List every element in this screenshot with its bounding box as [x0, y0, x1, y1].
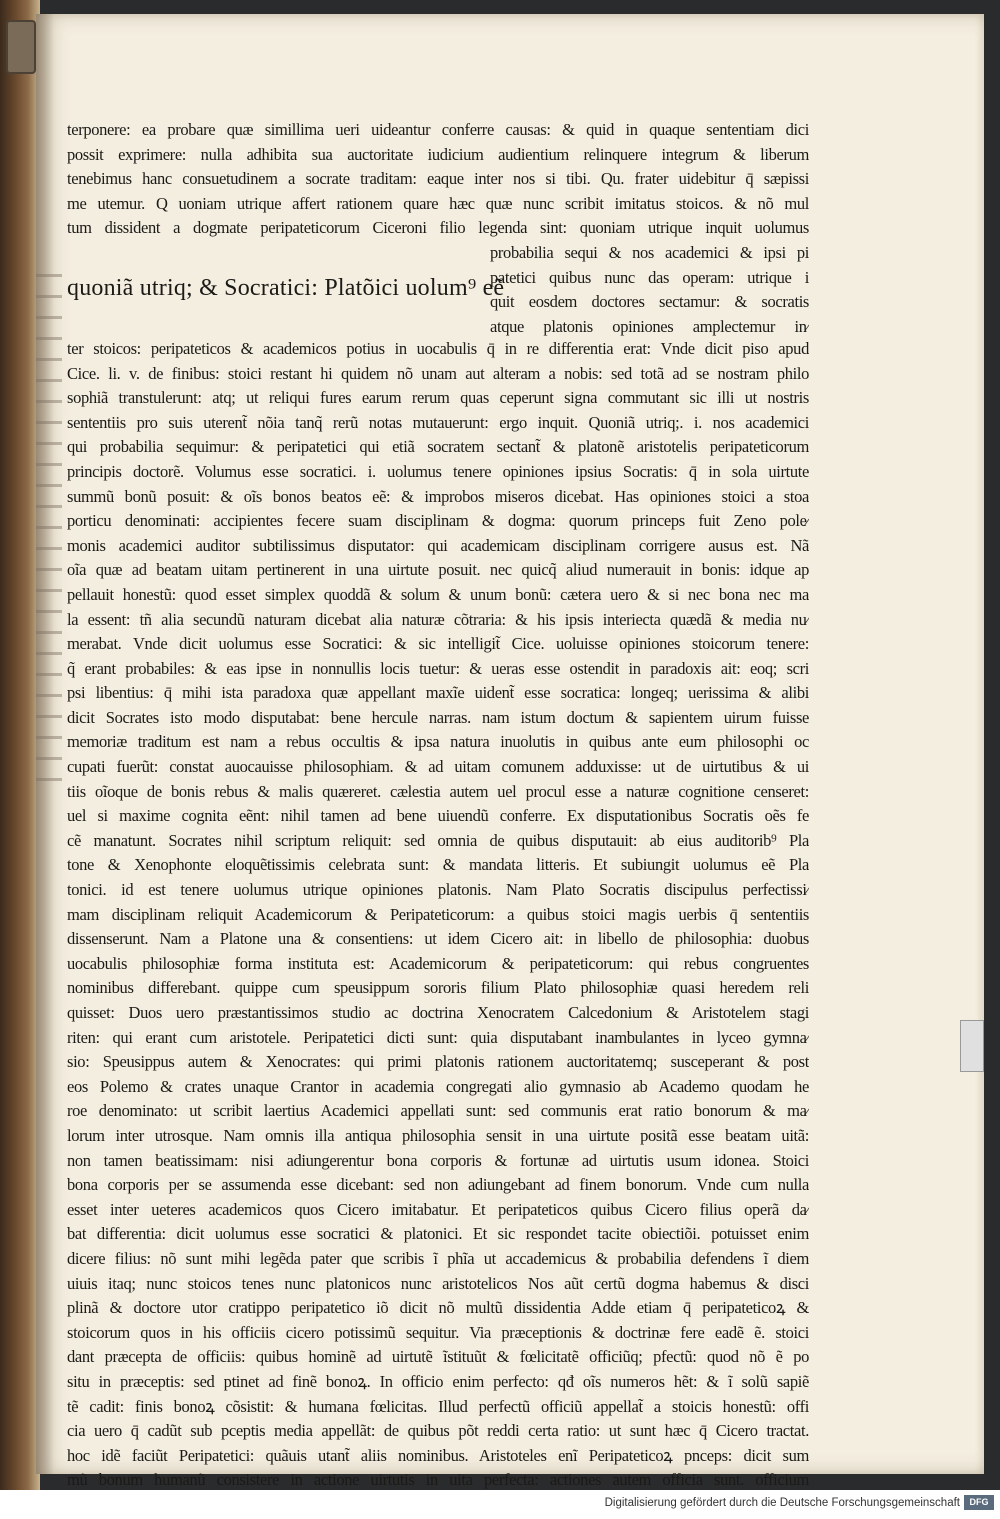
- text-line: non tamen beatissimam: nisi adiungerentur bona corporis & fortunæ ad uirtutis usum idonea. Stoici: [67, 1150, 809, 1170]
- text-line: dissenserunt. Nam a Platone una & consentiens: ut idem Cicero ait: in libello de philosophia: duobus: [67, 929, 809, 949]
- text-line: porticu denominati: accipientes fecere suam disciplinam & dogma: quorum princeps fuit Zeno pole⁄: [67, 511, 809, 531]
- text-line: dant præcepta de officiis: quibus hominẽ ad uirtutẽ ĩstituũt & fœlicitatẽ officiũq; pfectũ: quod nõ ẽ po: [67, 1347, 809, 1367]
- text-line: terponere: ea probare quæ simillima ueri uideantur conferre causas: & quid in quaque sententiam dici: [67, 120, 809, 139]
- text-line: riten: qui erant cum aristotele. Peripatetici dicti sunt: quia disputabant inambulantes in lyceo gymna⁄: [67, 1027, 809, 1047]
- text-line: la essent: tñ alia secundũ naturam dicebat alia naturæ cõtraria: & his ipsis interiecta quædã & media nu⁄: [67, 609, 809, 629]
- text-line: uel si maxime cognita eẽnt: nihil tamen ad bene uiuendũ conferre. Ex disputationibus Socratis oẽs fe: [67, 806, 809, 826]
- text-line: bona corporis per se assumenda esse dicebant: sed non adiungebant ad finem bonorum. Vnde cum nulla: [67, 1175, 809, 1195]
- text-line: situ in præceptis: sed ptinet ad finẽ bonoꝝ. In officio enim perfecto: qđ oĩs numeros hẽt: & ĩ solũ sapiẽ: [67, 1371, 809, 1391]
- book-cover-edge: [0, 0, 40, 1490]
- text-line: quit eosdem doctores sectamur: & socratis: [490, 292, 809, 312]
- text-line: nominibus differebant. quippe cum speusippum sororis filium Plato philosophiæ quasi heredem reli: [67, 978, 809, 998]
- heading-row: [67, 241, 809, 337]
- text-line: summũ bonũ posuit: & oĩs bonos beatos eẽ: & improbos miseros dicebat. Has opiniones stoici a stoa: [67, 486, 809, 506]
- text-line: monis academici auditor subtilissimus disputator: qui academicam disciplinam corrigere ausus est. Nã: [67, 535, 809, 555]
- dfg-logo: DFG: [964, 1495, 994, 1510]
- text-line: possit exprimere: nulla adhibita sua auctoritate iudicium audientium relinquere integrum & liberum: [67, 144, 809, 164]
- text-line: ter stoicos: peripateticos & academicos potius in uocabulis q̄ in re differentia erat: Vnde dicit piso apud: [67, 338, 809, 358]
- text-line: atque platonis opiniones amplectemur in⁄: [490, 316, 809, 336]
- text-line: tiis oĩoque de bonis rebus & malis quæreret. cælestia autem uel procul esse a naturæ cognitione censeret:: [67, 781, 809, 801]
- text-line: tone & Xenophonte eloquẽtissimis celebrata sunt: & mandata litteris. Et subiungit uolumus eẽ Pla: [67, 855, 809, 875]
- text-line: memoriæ traditum est nam a rebus occultis & ipsa natura inuolutis in quibus ante eum philosophi oc: [67, 732, 809, 752]
- text-line: me utemur. Q uoniam utrique affert rationem quare hæc quæ nunc scribit imitatus stoicos. & nõ mul: [67, 193, 809, 213]
- text-line: mam disciplinam reliquit Academicorum & Peripateticorum: a quibus stoici magis uerbis q̄ sententiis: [67, 904, 809, 924]
- text-line: cia uero q̄ cadũt sub pceptis media appellãt: de quibus põt reddi certa ratio: ut sunt hæc q̄ Cicero tractat.: [67, 1421, 809, 1441]
- text-line: merabat. Vnde dicit uolumus esse Socratici: & sic intelligit̃ Cice. uoluisse opiniones stoicorum tenere:: [67, 634, 809, 654]
- text-line: psi libentius: q̄ mihi ista paradoxa quæ appellant maxĩe uident̃ esse socratica: longeq; uerissima & alibi: [67, 683, 809, 703]
- text-line: probabilia sequi & nos academici & ipsi pi: [490, 242, 809, 262]
- book-page: [36, 14, 984, 1490]
- text-line: pellauit honestũ: quod esset simplex quoddã & solum & unum bonũ: cætera uero & si nec bona nec ma: [67, 584, 809, 604]
- text-line: dicit Socrates isto modo disputabat: bene hercule narras. nam istum doctum & sapientem uirum fuisse: [67, 707, 809, 727]
- lemma-heading: quoniã utriq; & Socratici: Platõici uolum⁹ eẽ: [67, 274, 505, 301]
- text-line: principis doctorẽ. Volumus esse socratici. i. uolumus tenere opiniones ipsius Socratis: q̄ in sola uirtute: [67, 461, 809, 481]
- text-block: [67, 118, 809, 1490]
- text-line: tonici. id est tenere uolumus utrique opiniones platonis. Nam Plato Socratis discipulus perfectissi⁄: [67, 880, 809, 900]
- text-line: patetici quibus nunc das operam: utrique i: [490, 267, 809, 287]
- text-line: tenebimus hanc consuetudinem a socrate traditam: eaque inter nos si tibi. Qu. frater uidebitur q̄ sæpissi: [67, 169, 809, 189]
- text-line: plinã & doctore utor cratippo peripatetico iõ dicit nõ multũ dissidentia Adde etiam q̄ peripateticoꝝ &: [67, 1298, 809, 1318]
- facing-page-bleed: [36, 264, 62, 784]
- text-line: Cice. li. v. de finibus: stoici restant hi quidem nõ unam aut alteram a nobis: sed totã ad se nostram philo: [67, 363, 809, 383]
- text-line: sententiis pro suis uterent̃ nõia tanq̃ rerũ notas mutauerunt: ergo inquit. Quoniã utriq;. i. nos academici: [67, 412, 809, 432]
- digitization-footer: [0, 1490, 1000, 1519]
- text-line: oĩa quæ ad beatam uitam pertinerent in una uirtute posuit. nec quicq̃ aliud numerauit in bonis: idque ap: [67, 560, 809, 580]
- text-line: dicere filius: nõ sunt mihi legẽda pater que scribis ĩ phĩa ut accademicus & probabilia defendens ĩ diem: [67, 1248, 809, 1268]
- text-line: hoc idẽ faciũt Peripatetici: quãuis utant̃ aliis nominibus. Aristoteles enĩ Peripateticoꝝ pnceps: dicit sum: [67, 1445, 809, 1465]
- text-line: qui probabilia sequimur: & peripatetici qui etiã socratem sectant̃ & platonẽ aristotelis peripateticorum: [67, 437, 809, 457]
- text-line: bat differentia: dicit uolumus esse socratici & platonici. Et sic respondet tacite obiectiõi. potuisset enim: [67, 1224, 809, 1244]
- text-line: mũ bonum humanũ consistere in actione uirtutis in uita perfecta: actiones autem officia sunt. officium: [67, 1470, 809, 1490]
- text-lines-before-heading: [67, 118, 809, 241]
- text-line: sio: Speusippus autem & Xenocrates: qui primi platonis rationem auctoritatemq; susceperant & post: [67, 1052, 809, 1072]
- text-line: roe denominato: ut scribit laertius Academici appellati sunt: sed communis erat ratio bonorum & ma⁄: [67, 1101, 809, 1121]
- text-lines-beside-heading: [490, 241, 809, 339]
- text-line: esset inter ueteres academicos quos Cicero imitabatur. Et peripateticos quibus Cicero filius operã da⁄: [67, 1199, 809, 1219]
- text-line: lorum inter utrosque. Nam omnis illa antiqua philosophia sensit in una uirtute positã esse beatam uitã:: [67, 1125, 809, 1145]
- text-line: stoicorum quos in his officiis cicero potissimũ sequitur. Via præceptionis & doctrinæ fere eadẽ ẽ. stoici: [67, 1322, 809, 1342]
- funding-credit: Digitalisierung gefördert durch die Deutsche Forschungsgemeinschaft: [604, 1497, 960, 1509]
- text-line: quisset: Duos uero præstantissimos studio ac doctrina Xenocratem Calcedonium & Aristotelem stagi: [67, 1003, 809, 1022]
- text-line: q̃ erant probabiles: & eas ipse in nonnullis locis tuetur: & ueras esse ostendit in paradoxis ait: eoq; scri: [67, 658, 809, 678]
- text-line: uiuis itaq; nunc stoicos tenes nunc platonicos nunc aristotelicos Nos aũt certũ dogma habemus & disci: [67, 1273, 809, 1293]
- book-clasp: [6, 20, 36, 74]
- scale-marker: [960, 1020, 984, 1072]
- text-line: cupati fuerũt: constat auocauisse philosophiam. & ad uitam comunem adduxisse: ut de uirtutibus & ui: [67, 757, 809, 777]
- text-lines-after-heading: [67, 337, 809, 1490]
- text-line: cẽ manatunt. Socrates nihil scriptum reliquit: sed omnia de quibus disputauit: ab eius auditorib⁹ Pla: [67, 830, 809, 850]
- text-line: eos Polemo & crates unaque Crantor in academia congregati alio gymnasio ab Academo quodam he: [67, 1076, 809, 1096]
- text-line: tẽ cadit: finis bonoꝝ cõsistit: & humana fœlicitas. Illud perfectũ officiũ appellat̃ a stoicis honestũ: offi: [67, 1396, 809, 1416]
- text-line: sophiã transtulerunt: atq; ut reliqui fures earum rerum quas ceperunt signa commutant sic illi ut nostris: [67, 388, 809, 408]
- text-line: tum dissident a dogmate peripateticorum Ciceroni filio legenda sint: quoniam utrique inquit uolumus: [67, 218, 809, 238]
- text-line: uocabulis philosophiæ forma instituta est: Academicorum & peripateticorum: qui rebus congruentes: [67, 953, 809, 973]
